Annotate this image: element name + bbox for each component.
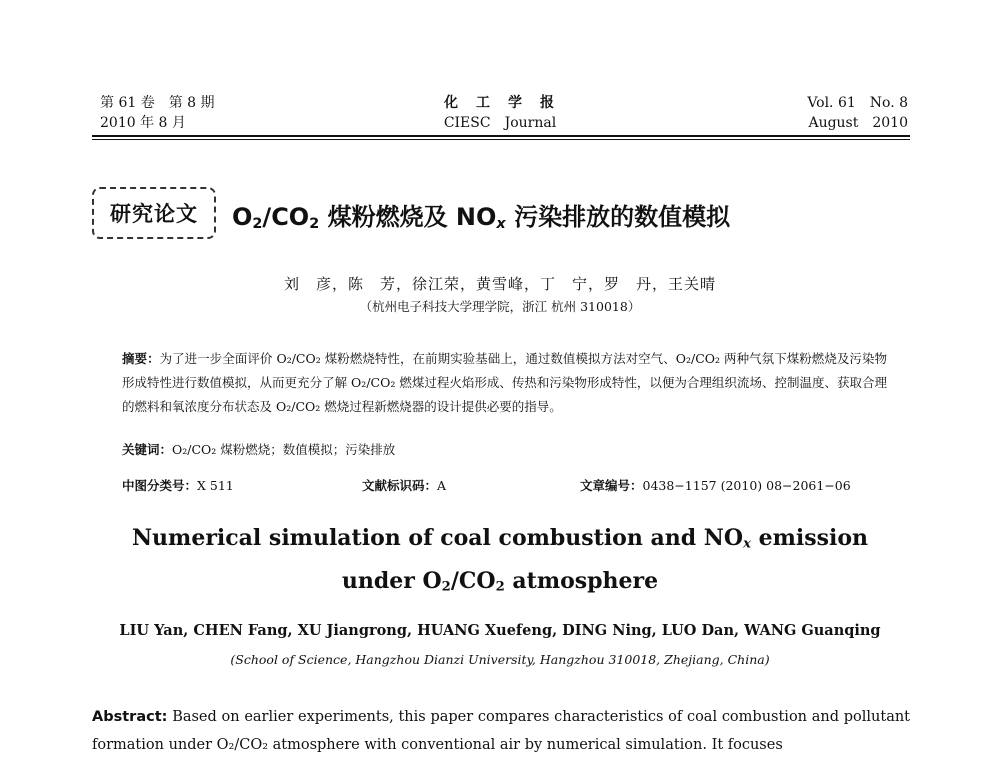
doc-code-label: 文献标识码： xyxy=(362,478,438,493)
title-en-line2 xyxy=(0,563,1000,606)
article-number-value: 0438−1157 (2010) 08−2061−06 xyxy=(642,478,851,493)
title-cn-o-sub: 2 xyxy=(252,215,263,232)
clc-label: 中图分类号： xyxy=(122,478,198,493)
volume-issue: 第 61 卷 第 8 期 xyxy=(100,95,215,111)
authors-chinese: 刘 彦，陈 芳，徐江荣，黄雪峰，丁 宁，罗 丹，王关晴 xyxy=(283,275,716,293)
title-cn-co-sub: 2 xyxy=(309,215,320,232)
publication-date-cn: 2010 年 8 月 xyxy=(100,115,186,131)
title-english xyxy=(0,520,1000,605)
clc-number xyxy=(122,476,234,496)
title-cn-x: x xyxy=(496,215,506,232)
title-en-co-sub: 2 xyxy=(495,579,505,595)
title-en-line1-end: emission xyxy=(750,525,869,551)
abstract-en-text: Based on earlier experiments, this paper compares characteristics of coal combustion and pollutant formation under O₂/CO₂ atmosphere with conventional air by numerical simulation. It focuses xyxy=(92,709,911,753)
keywords-chinese xyxy=(122,440,395,460)
title-en-line2-end: atmosphere xyxy=(504,567,659,594)
abstract-en-label: Abstract: xyxy=(92,709,168,725)
journal-volume-info-en xyxy=(807,93,908,133)
abstract-cn-text: 为了进一步全面评价 O₂/CO₂ 煤粉燃烧特性，在前期实验基础上，通过数值模拟方法对空气、O₂/CO₂ 两种气氛下煤粉燃烧及污染物形成特性进行数值模拟，从而更充分了解 O₂/CO₂ 燃煤过程火焰形成、传热和污染物形成特性，以便为合理组织流场、控制温度、获取合理的燃料和氧浓度分布状态及 O₂/CO₂ 燃烧过程新燃烧器的设计提供必要的指导。 xyxy=(122,351,887,414)
title-cn-end: 污染排放的数值模拟 xyxy=(505,203,731,231)
title-cn-mid: 煤粉燃烧及 NO xyxy=(319,203,497,231)
title-cn-o: O xyxy=(232,203,253,231)
title-en-x: x xyxy=(743,536,751,552)
clc-value: X 511 xyxy=(197,478,234,493)
title-chinese xyxy=(232,197,730,232)
keywords-label: 关键词： xyxy=(122,442,173,457)
article-number xyxy=(580,476,851,496)
header-rule-thick xyxy=(92,135,910,137)
keywords-text: O₂/CO₂ 煤粉燃烧；数值模拟；污染排放 xyxy=(172,442,396,457)
journal-name-en: CIESC Journal xyxy=(443,115,557,131)
publication-date-en: August 2010 xyxy=(808,115,908,131)
abstract-cn-label: 摘要： xyxy=(122,351,160,366)
title-en-line2-text: under O xyxy=(341,567,442,594)
title-en-co: /CO xyxy=(450,567,496,594)
journal-name-cn: 化 工 学 报 xyxy=(444,95,556,111)
title-en-o-sub: 2 xyxy=(441,579,451,595)
affiliation-english: (School of Science, Hangzhou Dianzi University, Hangzhou 310018, Zhejiang, China) xyxy=(230,652,770,667)
volume-issue-en: Vol. 61 No. 8 xyxy=(807,95,908,111)
authors-english: LIU Yan, CHEN Fang, XU Jiangrong, HUANG Xuefeng, DING Ning, LUO Dan, WANG Guanqing xyxy=(119,622,881,639)
document-code xyxy=(362,476,446,496)
article-category-badge: 研究论文 xyxy=(92,187,216,239)
header-rule-thin xyxy=(92,139,910,140)
title-en-line1 xyxy=(0,520,1000,563)
abstract-chinese xyxy=(122,347,887,419)
title-en-line1-text: Numerical simulation of coal combustion and NO xyxy=(131,525,744,551)
abstract-english xyxy=(92,703,910,759)
article-number-label: 文章编号： xyxy=(580,478,643,493)
affiliation-chinese: （杭州电子科技大学理学院，浙江 杭州 310018） xyxy=(359,299,641,314)
title-cn-slash: /CO xyxy=(262,203,310,231)
doc-code-value: A xyxy=(437,478,447,493)
